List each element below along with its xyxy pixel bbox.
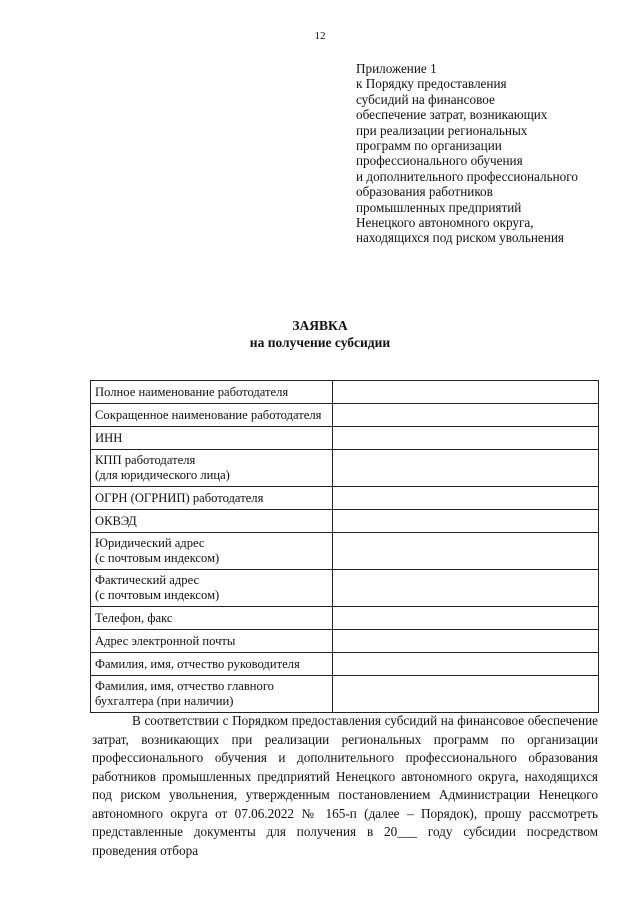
row-label	[91, 487, 333, 510]
row-label-line1: Фактический адрес	[95, 573, 200, 587]
row-label-line2: (с почтовым индексом)	[95, 588, 220, 602]
row-label	[91, 510, 333, 533]
row-label-line1: Адрес электронной почты	[95, 633, 236, 648]
row-label-line1: КПП работодателя	[95, 453, 196, 467]
row-label	[91, 630, 333, 653]
appendix-line: промышленных предприятий	[356, 199, 522, 215]
appendix-line: профессионального обучения	[356, 153, 523, 169]
application-form-table	[90, 380, 599, 713]
appendix-line: и дополнительного профессионального	[356, 168, 578, 184]
row-value[interactable]	[333, 450, 599, 487]
row-label-line1: Фамилия, имя, отчество руководителя	[95, 656, 300, 671]
appendix-line: находящихся под риском увольнения	[356, 230, 564, 246]
table-row	[91, 653, 599, 676]
row-value[interactable]	[333, 607, 599, 630]
table-row	[91, 487, 599, 510]
table-row	[91, 510, 599, 533]
row-label	[91, 404, 333, 427]
row-label-line1: ИНН	[95, 430, 123, 445]
row-label-line1: ОГРН (ОГРНИП) работодателя	[95, 490, 264, 505]
appendix-line: к Порядку предоставления	[356, 76, 507, 92]
row-label	[91, 381, 333, 404]
appendix-line: Приложение 1	[356, 61, 437, 76]
row-label	[91, 533, 333, 570]
row-label	[91, 570, 333, 607]
row-label-line1: ОКВЭД	[95, 513, 137, 528]
row-value[interactable]	[333, 427, 599, 450]
row-value[interactable]	[333, 676, 599, 713]
title-subheading: на получение субсидии	[249, 335, 391, 350]
table-row	[91, 630, 599, 653]
table-row	[91, 404, 599, 427]
row-label	[91, 450, 333, 487]
row-label-line2: (с почтовым индексом)	[95, 551, 220, 565]
appendix-line: Ненецкого автономного округа,	[356, 215, 534, 231]
row-value[interactable]	[333, 630, 599, 653]
row-label	[91, 427, 333, 450]
row-value[interactable]	[333, 404, 599, 427]
table-row	[91, 427, 599, 450]
appendix-line: обеспечение затрат, возникающих	[356, 107, 548, 123]
body-paragraph: В соответствии с Порядком предоставления субсидий на финансовое обеспечение затрат, возникающих при реализации региональных программ по организации профессионального обучения и дополнительного профессионального образования работников промышленных предприятий Ненецкого автономного округа, находящихся под риском увольнения, утвержденным постановлением Администрации Ненецкого автономного округа от 07.06.2022 № 165-п (далее – Порядок), прошу рассмотреть представленные документы для получения в 20___ году субсидии посредством проведения отбора	[92, 713, 598, 858]
row-label	[91, 653, 333, 676]
table-row	[91, 676, 599, 713]
document-title	[0, 317, 640, 351]
row-label-line1: Телефон, факс	[95, 610, 173, 625]
table-row	[91, 607, 599, 630]
row-value[interactable]	[333, 653, 599, 676]
row-value[interactable]	[333, 487, 599, 510]
row-label-line1: Юридический адрес	[95, 536, 205, 550]
row-value[interactable]	[333, 570, 599, 607]
table-row	[91, 381, 599, 404]
row-label-line2: бухгалтера (при наличии)	[95, 694, 234, 708]
table-row	[91, 533, 599, 570]
table-row	[91, 450, 599, 487]
row-label-line1: Полное наименование работодателя	[95, 384, 289, 399]
appendix-line: образования работников	[356, 184, 493, 200]
row-label-line2: (для юридического лица)	[95, 468, 230, 482]
row-label	[91, 676, 333, 713]
row-value[interactable]	[333, 381, 599, 404]
appendix-line: субсидий на финансовое	[356, 91, 495, 107]
row-label-line1: Сокращенное наименование работодателя	[95, 407, 322, 422]
row-value[interactable]	[333, 510, 599, 533]
page-number: 12	[314, 30, 326, 42]
row-label	[91, 607, 333, 630]
title-heading: ЗАЯВКА	[292, 318, 348, 333]
appendix-line: программ по организации	[356, 138, 502, 154]
appendix-header	[356, 61, 626, 246]
table-row	[91, 570, 599, 607]
row-label-line1: Фамилия, имя, отчество главного	[95, 679, 274, 693]
row-value[interactable]	[333, 533, 599, 570]
appendix-line: при реализации региональных	[356, 122, 528, 138]
